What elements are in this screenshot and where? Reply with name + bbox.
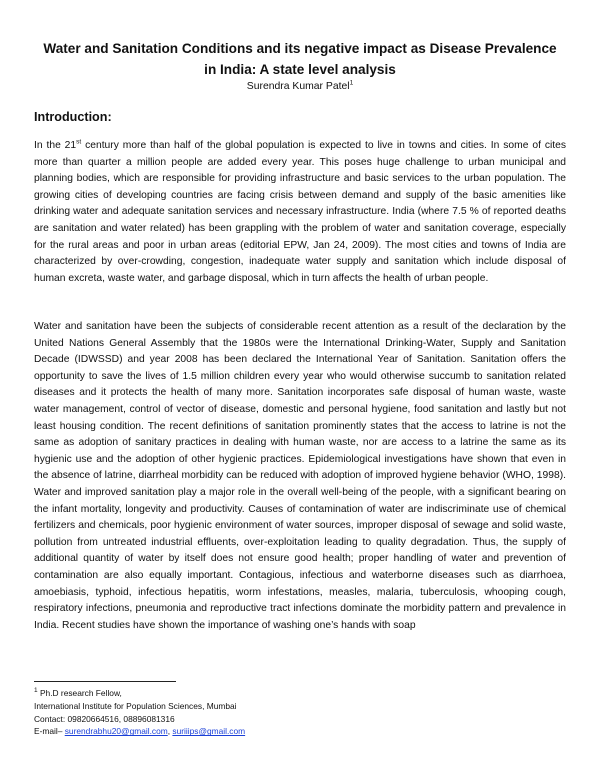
author-name: Surendra Kumar Patel	[246, 81, 350, 92]
email-link-1[interactable]: surendrabhu20@gmail.com	[64, 726, 168, 737]
footnote	[34, 687, 245, 738]
paragraph-1-body: century more than half of the global population is expected to live in towns and cities. In some of cites more than quarter a million people are added every year. This poses huge challenge to urban municipal and planning bodies, which are responsible for providing infrastructure and basic services to the urban population. The growing cities of developing countries are facing crisis between demand and supply of the basic amenities like drinking water and adequate sanitation services and necessary infrastructure. India (where 7.5 % of reported deaths are sanitation and water related) has been grappling with the problem of water and sanitation coverage, especially for the rural areas and poor in urban areas (editorial EPW, Jan 24, 2009). The most cities and towns of India are characterized by over-crowding, congestion, inadequate water supply and sanitation which include disposal of human excreta, waste water, and garbage disposal, which in turn affects the health of urban people.	[34, 140, 566, 284]
footnote-mark: 1	[34, 687, 38, 695]
email-link-2[interactable]: suriiips@gmail.com	[172, 726, 246, 737]
paragraph-1-lead: In the 21	[34, 140, 77, 151]
footnote-affiliation-title: Ph.D research Fellow,	[39, 688, 122, 698]
author-footnote-mark: 1	[349, 79, 354, 87]
intro-paragraph-2: Water and sanitation have been the subjects of considerable recent attention as a result of the declaration by the United Nations General Assembly that the 1980s were the International Drinking-Water, Supply and Sanitation Decade (IDWSSD) and year 2008 has been declared the International Year of Sanitation. Sanitation offers the opportunity to save the lives of 1.5 million children every year who would otherwise succumb to sanitation related diseases and it protects the health of many more. Sanitation incorporates safe disposal of human waste, waste water management, control of vector of disease, domestic and personal hygiene, food sanitation and lastly but not least housing condition. The recent definitions of sanitation prominently states that the access to latrine is not the same as adoption of sanitary practices in dealing with human waste, nor are access to a latrine the same as its hygienic use and the adoption of other hygienic practices. Epidemiological investigations have shown that even in the absence of latrine, diarrheal morbidity can be reduced with adoption of improved hygiene behavior (WHO, 1998). Water and improved sanitation play a major role in the overall well-being of the people, with a significant bearing on the infant mortality, longevity and productivity. Causes of contamination of water are indiscriminate use of chemical fertilizers and chemicals, poor hygienic environment of water sources, improper disposal of sewage and solid waste, pollution from untreated industrial effluents, over-exploitation leading to quality degradation. Thus, the supply of additional quantity of water by itself does not ensure good health; proper handling of water and prevention of contamination are also equally important. Contagious, infectious and waterborne diseases such as diarrhoea, amoebiasis, typhoid, infectious hepatitis, worm infestations, measles, malaria, tuberculosis, whooping cough, respiratory infections, pneumonia and reproductive tract infections dominate the morbidity pattern and prevalence in India. Recent studies have shown the importance of washing one’s hands with soap	[34, 321, 566, 631]
footnote-line-1	[34, 687, 245, 700]
paragraph-1-superscript: st	[76, 138, 82, 146]
section-heading-introduction: Introduction:	[34, 110, 112, 124]
footnote-institute: International Institute for Population Sciences, Mumbai	[34, 700, 237, 711]
author-line	[0, 81, 600, 93]
paper-title-line-2: in India: A state level analysis	[204, 62, 396, 77]
footnote-email-prefix: E-mail–	[34, 726, 65, 737]
email-separator: ,	[167, 726, 173, 737]
paper-title	[30, 38, 570, 80]
footnote-divider	[34, 681, 176, 682]
footnote-email-line	[34, 725, 245, 738]
paper-title-line-1: Water and Sanitation Conditions and its negative impact as Disease Prevalence	[43, 41, 557, 56]
intro-paragraph-1	[34, 138, 566, 287]
footnote-contact: Contact: 09820664516, 08896081316	[34, 713, 175, 724]
